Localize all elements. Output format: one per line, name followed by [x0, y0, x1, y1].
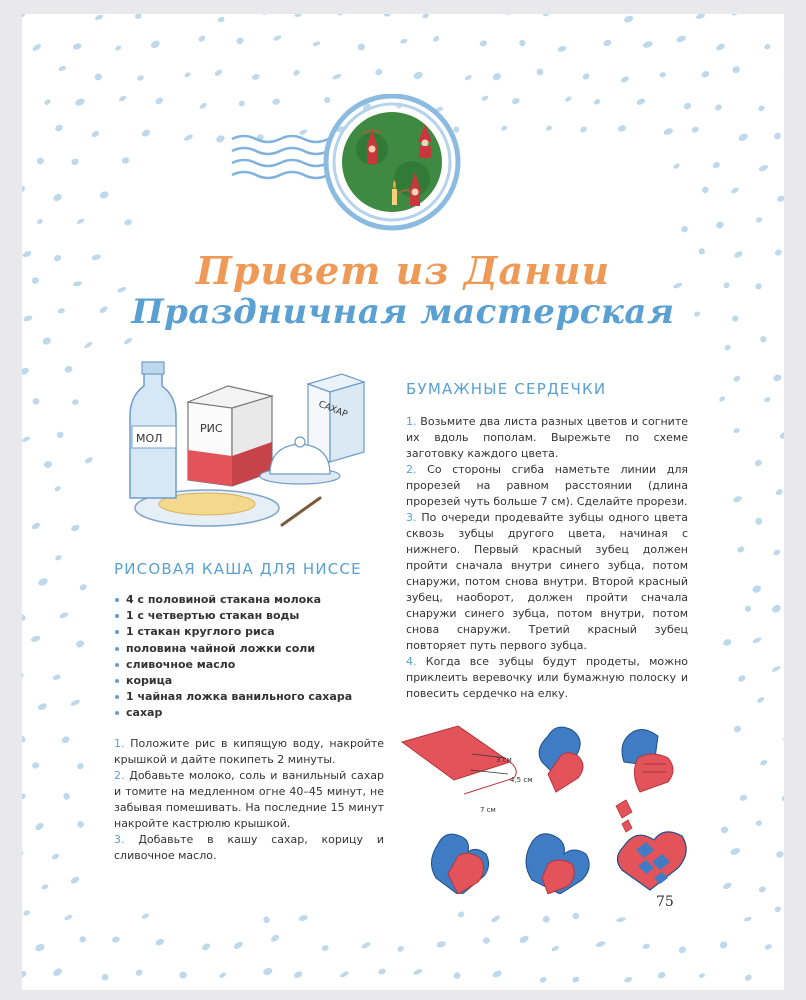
decorative-dot: [235, 36, 244, 45]
decorative-dot: [756, 696, 765, 704]
decorative-dot: [31, 43, 42, 52]
decorative-dot: [31, 397, 40, 406]
decorative-dot: [124, 218, 133, 226]
decorative-dot: [41, 336, 52, 346]
decorative-dot: [270, 933, 280, 942]
decorative-dot: [677, 945, 687, 954]
decorative-dot: [64, 365, 73, 373]
decorative-dot: [413, 968, 424, 976]
decorative-dot: [771, 665, 781, 673]
decorative-dot: [260, 14, 269, 16]
decorative-dot: [78, 935, 87, 944]
decorative-dot: [571, 912, 580, 921]
decorative-dot: [733, 725, 742, 734]
decorative-dot: [763, 43, 771, 50]
decorative-dot: [733, 495, 743, 503]
dimension-length: 7 см: [480, 806, 496, 814]
decorative-dot: [22, 185, 26, 193]
decorative-dot: [500, 125, 507, 132]
decorative-dot: [41, 883, 49, 890]
step-number: 4.: [406, 655, 417, 668]
decorative-dot: [99, 190, 110, 200]
decorative-dot: [273, 34, 282, 42]
decorative-dot: [752, 636, 762, 644]
decorative-dot: [775, 850, 784, 858]
decorative-dot: [490, 914, 501, 923]
decorative-dot: [776, 195, 784, 203]
decorative-dot: [141, 128, 152, 138]
decorative-dot: [714, 103, 723, 111]
decorative-dot: [64, 914, 73, 921]
decorative-dot: [700, 70, 710, 79]
decorative-dot: [141, 912, 150, 919]
hearts-step: [406, 654, 688, 702]
paper-hearts-instructions: [406, 414, 688, 702]
decorative-dot: [383, 14, 392, 18]
decorative-dot: [294, 14, 302, 18]
decorative-dot: [539, 976, 547, 983]
decorative-dot: [22, 14, 26, 18]
decorative-dot: [54, 485, 62, 492]
porridge-step: [114, 736, 384, 768]
hearts-step: [406, 462, 688, 510]
dimension-width: 3 см: [496, 756, 512, 764]
ingredients-list: [114, 592, 352, 722]
ingredient-item: 1 с четвертью стакан воды: [114, 608, 352, 624]
decorative-dot: [70, 698, 81, 707]
decorative-dot: [400, 38, 408, 44]
decorative-dot: [36, 157, 45, 166]
decorative-dot: [51, 853, 60, 861]
decorative-dot: [657, 971, 667, 980]
decorative-dot: [58, 611, 69, 619]
decorative-dot: [545, 125, 552, 132]
step-text: Когда все зубцы будут продеты, можно приклеить веревочку или бумажную полоску и повесить сердечко на елку.: [406, 655, 688, 700]
decorative-dot: [518, 39, 526, 48]
decorative-dot: [782, 69, 784, 79]
decorative-dot: [22, 613, 27, 622]
decorative-dot: [481, 95, 489, 102]
decorative-dot: [214, 68, 223, 77]
decorative-dot: [571, 976, 580, 984]
step-number: 2.: [406, 463, 417, 476]
step-number: 1.: [114, 737, 125, 750]
decorative-dot: [729, 847, 741, 856]
step-number: 1.: [406, 415, 417, 428]
ingredient-item: сахар: [114, 705, 352, 721]
decorative-dot: [482, 936, 491, 945]
decorative-dot: [582, 72, 591, 81]
decorative-dot: [775, 488, 784, 496]
decorative-dot: [422, 14, 430, 19]
decorative-dot: [56, 431, 64, 439]
decorative-dot: [698, 972, 705, 978]
decorative-dot: [758, 885, 767, 893]
decorative-dot: [52, 967, 64, 978]
step-text: По очереди продевайте зубцы одного цвета сквозь зубцы другого цвета, начиная с нижнего. Первый красный зубец должен пройти сначала внутри синего зубца, потом снаружи, потом снова внутри. Второй красный зубец, наоборот, должен пройти сначала снаружи синего зубца, потом внутри, потом снова снаружи. Третий красный зубец повторяет путь первого зубца.: [406, 511, 689, 652]
decorative-dot: [378, 968, 387, 976]
decorative-dot: [75, 639, 85, 649]
decorative-dot: [22, 735, 26, 744]
hearts-step: [406, 510, 688, 654]
decorative-dot: [754, 517, 763, 526]
decorative-dot: [719, 940, 729, 950]
decorative-dot: [197, 34, 206, 43]
decorative-dot: [774, 906, 782, 913]
decorative-dot: [43, 460, 53, 469]
decorative-dot: [712, 161, 721, 170]
decorative-dot: [492, 72, 503, 82]
decorative-dot: [43, 98, 51, 106]
decorative-dot: [298, 914, 309, 922]
decorative-dot: [751, 584, 762, 594]
decorative-dot: [744, 973, 753, 982]
ingredient-item: сливочное масло: [114, 657, 352, 673]
decorative-dot: [150, 39, 161, 50]
ingredient-item: корица: [114, 673, 352, 689]
decorative-dot: [743, 916, 752, 922]
step-text: Добавьте молоко, соль и ванильный сахар и томите на медленном огне 40–45 минут, не забывая помешивать. На последние 15 минут накройте кастрюлю крышкой.: [114, 769, 384, 830]
decorative-dot: [79, 583, 88, 591]
decorative-dot: [199, 102, 208, 110]
decorative-dot: [744, 605, 752, 613]
rice-label: РИС: [200, 422, 223, 435]
decorative-dot: [31, 521, 41, 530]
decorative-dot: [536, 67, 545, 76]
decorative-dot: [118, 95, 127, 102]
decorative-dot: [479, 40, 488, 48]
decorative-dot: [412, 70, 424, 80]
ingredient-item: половина чайной ложки соли: [114, 641, 352, 657]
decorative-dot: [724, 344, 732, 352]
decorative-dot: [676, 34, 687, 43]
decorative-dot: [663, 127, 674, 136]
porridge-step: [114, 768, 384, 832]
decorative-dot: [52, 674, 61, 682]
decorative-dot: [457, 910, 466, 918]
decorative-dot: [94, 14, 104, 21]
decorative-dot: [58, 65, 67, 72]
decorative-dot: [779, 431, 784, 440]
decorative-dot: [155, 938, 165, 947]
decorative-dot: [755, 216, 763, 223]
decorative-dot: [22, 848, 24, 856]
step-text: Положите рис в кипящую воду, накройте крышкой и дайте покипеть 2 минуты.: [114, 737, 384, 766]
milk-label: МОЛ: [136, 432, 163, 445]
decorative-dot: [31, 761, 40, 769]
decorative-dot: [292, 69, 301, 77]
decorative-dot: [361, 941, 372, 950]
decorative-dot: [635, 97, 646, 106]
decorative-dot: [603, 39, 613, 47]
decorative-dot: [54, 123, 64, 132]
decorative-dot: [764, 943, 773, 951]
decorative-dot: [783, 14, 784, 18]
decorative-dot: [436, 940, 446, 948]
decorative-dot: [718, 395, 726, 402]
decorative-dot: [201, 942, 212, 952]
decorative-dot: [759, 335, 768, 344]
page-subtitle: Праздничная мастерская: [131, 292, 675, 332]
decorative-dot: [251, 73, 260, 81]
decorative-dot: [691, 126, 700, 134]
decorative-dot: [755, 819, 763, 826]
decorative-dot: [61, 735, 71, 745]
decorative-dot: [732, 374, 741, 382]
step-number: 2.: [114, 769, 125, 782]
step-number: 3.: [114, 833, 125, 846]
paper-hearts-heading: БУМАЖНЫЕ СЕРДЕЧКИ: [406, 380, 607, 398]
page-number: 75: [656, 894, 674, 910]
decorative-dot: [34, 943, 46, 953]
decorative-dot: [76, 762, 85, 771]
ingredient-item: 1 стакан круглого риса: [114, 624, 352, 640]
decorative-dot: [36, 218, 44, 225]
decorative-dot: [154, 96, 164, 105]
decorative-dot: [758, 164, 769, 173]
decorative-dot: [564, 95, 573, 102]
decorative-dot: [37, 702, 48, 711]
decorative-dot: [739, 794, 748, 802]
rice-porridge-heading: РИСОВАЯ КАША ДЛЯ НИССЕ: [114, 560, 362, 578]
decorative-dot: [764, 396, 772, 403]
decorative-dot: [701, 186, 710, 194]
decorative-dot: [52, 193, 63, 203]
decorative-dot: [683, 102, 692, 111]
decorative-dot: [293, 970, 304, 979]
decorative-dot: [432, 35, 440, 43]
decorative-dot: [70, 524, 80, 533]
decorative-dot: [94, 72, 103, 81]
decorative-dot: [84, 456, 94, 465]
decorative-dot: [71, 158, 80, 166]
decorative-dot: [136, 74, 144, 82]
decorative-dot: [593, 98, 601, 106]
decorative-dot: [233, 940, 244, 950]
sugar-label: САХАР: [316, 399, 349, 421]
decorative-dot: [134, 14, 142, 20]
decorative-dot: [374, 68, 383, 77]
postmark-stamp-illustration: [222, 94, 482, 234]
decorative-dot: [733, 427, 740, 433]
decorative-dot: [781, 793, 784, 802]
decorative-dot: [22, 792, 27, 800]
step-number: 3.: [406, 511, 417, 524]
decorative-dot: [620, 75, 630, 83]
decorative-dot: [22, 970, 28, 979]
decorative-dot: [771, 603, 782, 613]
decorative-dot: [262, 916, 270, 924]
decorative-dot: [63, 792, 71, 800]
decorative-dot: [332, 73, 342, 80]
decorative-dot: [504, 14, 513, 16]
decorative-dot: [123, 337, 133, 346]
decorative-dot: [121, 156, 130, 165]
step-text: Возьмите два листа разных цветов и согните их вдоль пополам. Вырежьте по схеме заготовку каждого цвета.: [406, 415, 688, 460]
decorative-dot: [312, 41, 321, 47]
decorative-dot: [696, 14, 706, 20]
step-text: Добавьте в кашу сахар, корицу и сливочное масло.: [114, 833, 385, 862]
decorative-dot: [71, 398, 79, 405]
decorative-dot: [737, 674, 747, 683]
decorative-dot: [37, 577, 49, 587]
decorative-dot: [22, 909, 31, 917]
decorative-dot: [754, 459, 763, 467]
decorative-dot: [335, 14, 344, 17]
decorative-dot: [178, 971, 188, 980]
decorative-dot: [218, 972, 226, 980]
ingredient-item: 4 с половиной стакана молока: [114, 592, 352, 608]
decorative-dot: [34, 821, 45, 831]
decorative-dot: [542, 14, 551, 17]
decorative-dot: [715, 220, 724, 229]
decorative-dot: [22, 367, 30, 377]
decorative-dot: [773, 132, 782, 141]
decorative-dot: [542, 915, 551, 924]
decorative-dot: [673, 163, 681, 170]
rice-porridge-instructions: [114, 736, 384, 864]
decorative-dot: [642, 40, 653, 49]
decorative-dot: [76, 217, 85, 225]
decorative-dot: [54, 554, 62, 561]
decorative-dot: [731, 65, 740, 74]
decorative-dot: [83, 341, 93, 350]
decorative-dot: [557, 45, 567, 53]
decorative-dot: [184, 71, 192, 78]
decorative-dot: [730, 186, 739, 194]
decorative-dot: [772, 373, 782, 382]
decorative-dot: [217, 16, 225, 24]
decorative-dot: [551, 945, 560, 952]
decorative-dot: [111, 936, 120, 944]
decorative-dot: [642, 943, 651, 950]
decorative-dot: [70, 875, 81, 885]
decorative-dot: [452, 971, 461, 980]
decorative-dot: [659, 71, 667, 78]
decorative-dot: [737, 132, 749, 143]
paper-hearts-illustration: [398, 714, 698, 894]
hearts-step: [406, 414, 688, 462]
decorative-dot: [783, 735, 784, 742]
decorative-dot: [100, 973, 109, 982]
decorative-dot: [757, 105, 765, 113]
decorative-dot: [511, 97, 521, 105]
porridge-step: [114, 832, 384, 864]
decorative-dot: [759, 759, 768, 767]
decorative-dot: [492, 969, 503, 979]
decorative-dot: [72, 42, 82, 50]
decorative-dot: [134, 968, 143, 977]
decorative-dot: [22, 436, 31, 443]
step-text: Со стороны сгиба наметьте линии для прорезей на равном расстоянии (длина прорезей чуть больше 7 см). Сделайте прорези.: [406, 463, 688, 508]
ingredients-illustration: [122, 350, 372, 540]
decorative-dot: [623, 14, 634, 23]
decorative-dot: [76, 820, 85, 829]
decorative-dot: [722, 638, 732, 647]
decorative-dot: [736, 546, 745, 554]
decorative-dot: [595, 940, 606, 948]
decorative-dot: [183, 133, 194, 142]
decorative-dot: [321, 944, 330, 952]
decorative-dot: [464, 74, 473, 82]
decorative-dot: [579, 125, 588, 133]
decorative-dot: [22, 671, 25, 680]
decorative-dot: [720, 825, 730, 834]
decorative-dot: [30, 635, 41, 643]
decorative-dot: [624, 976, 633, 983]
decorative-dot: [262, 967, 273, 977]
decorative-dot: [397, 945, 405, 953]
decorative-dot: [357, 42, 366, 51]
page-title: Привет из Дании: [195, 248, 611, 293]
decorative-dot: [680, 225, 689, 234]
dimension-height: 4,5 см: [510, 776, 533, 784]
decorative-dot: [617, 124, 627, 133]
decorative-dot: [722, 881, 733, 890]
decorative-dot: [339, 970, 350, 978]
decorative-dot: [616, 916, 627, 923]
decorative-dot: [730, 14, 740, 17]
decorative-dot: [715, 42, 726, 51]
decorative-dot: [773, 549, 782, 557]
book-page: [22, 14, 784, 990]
decorative-dot: [91, 129, 101, 138]
decorative-dot: [74, 97, 86, 107]
ingredient-item: 1 чайная ложка ванильного сахара: [114, 689, 352, 705]
decorative-dot: [518, 934, 530, 944]
decorative-dot: [114, 44, 122, 51]
